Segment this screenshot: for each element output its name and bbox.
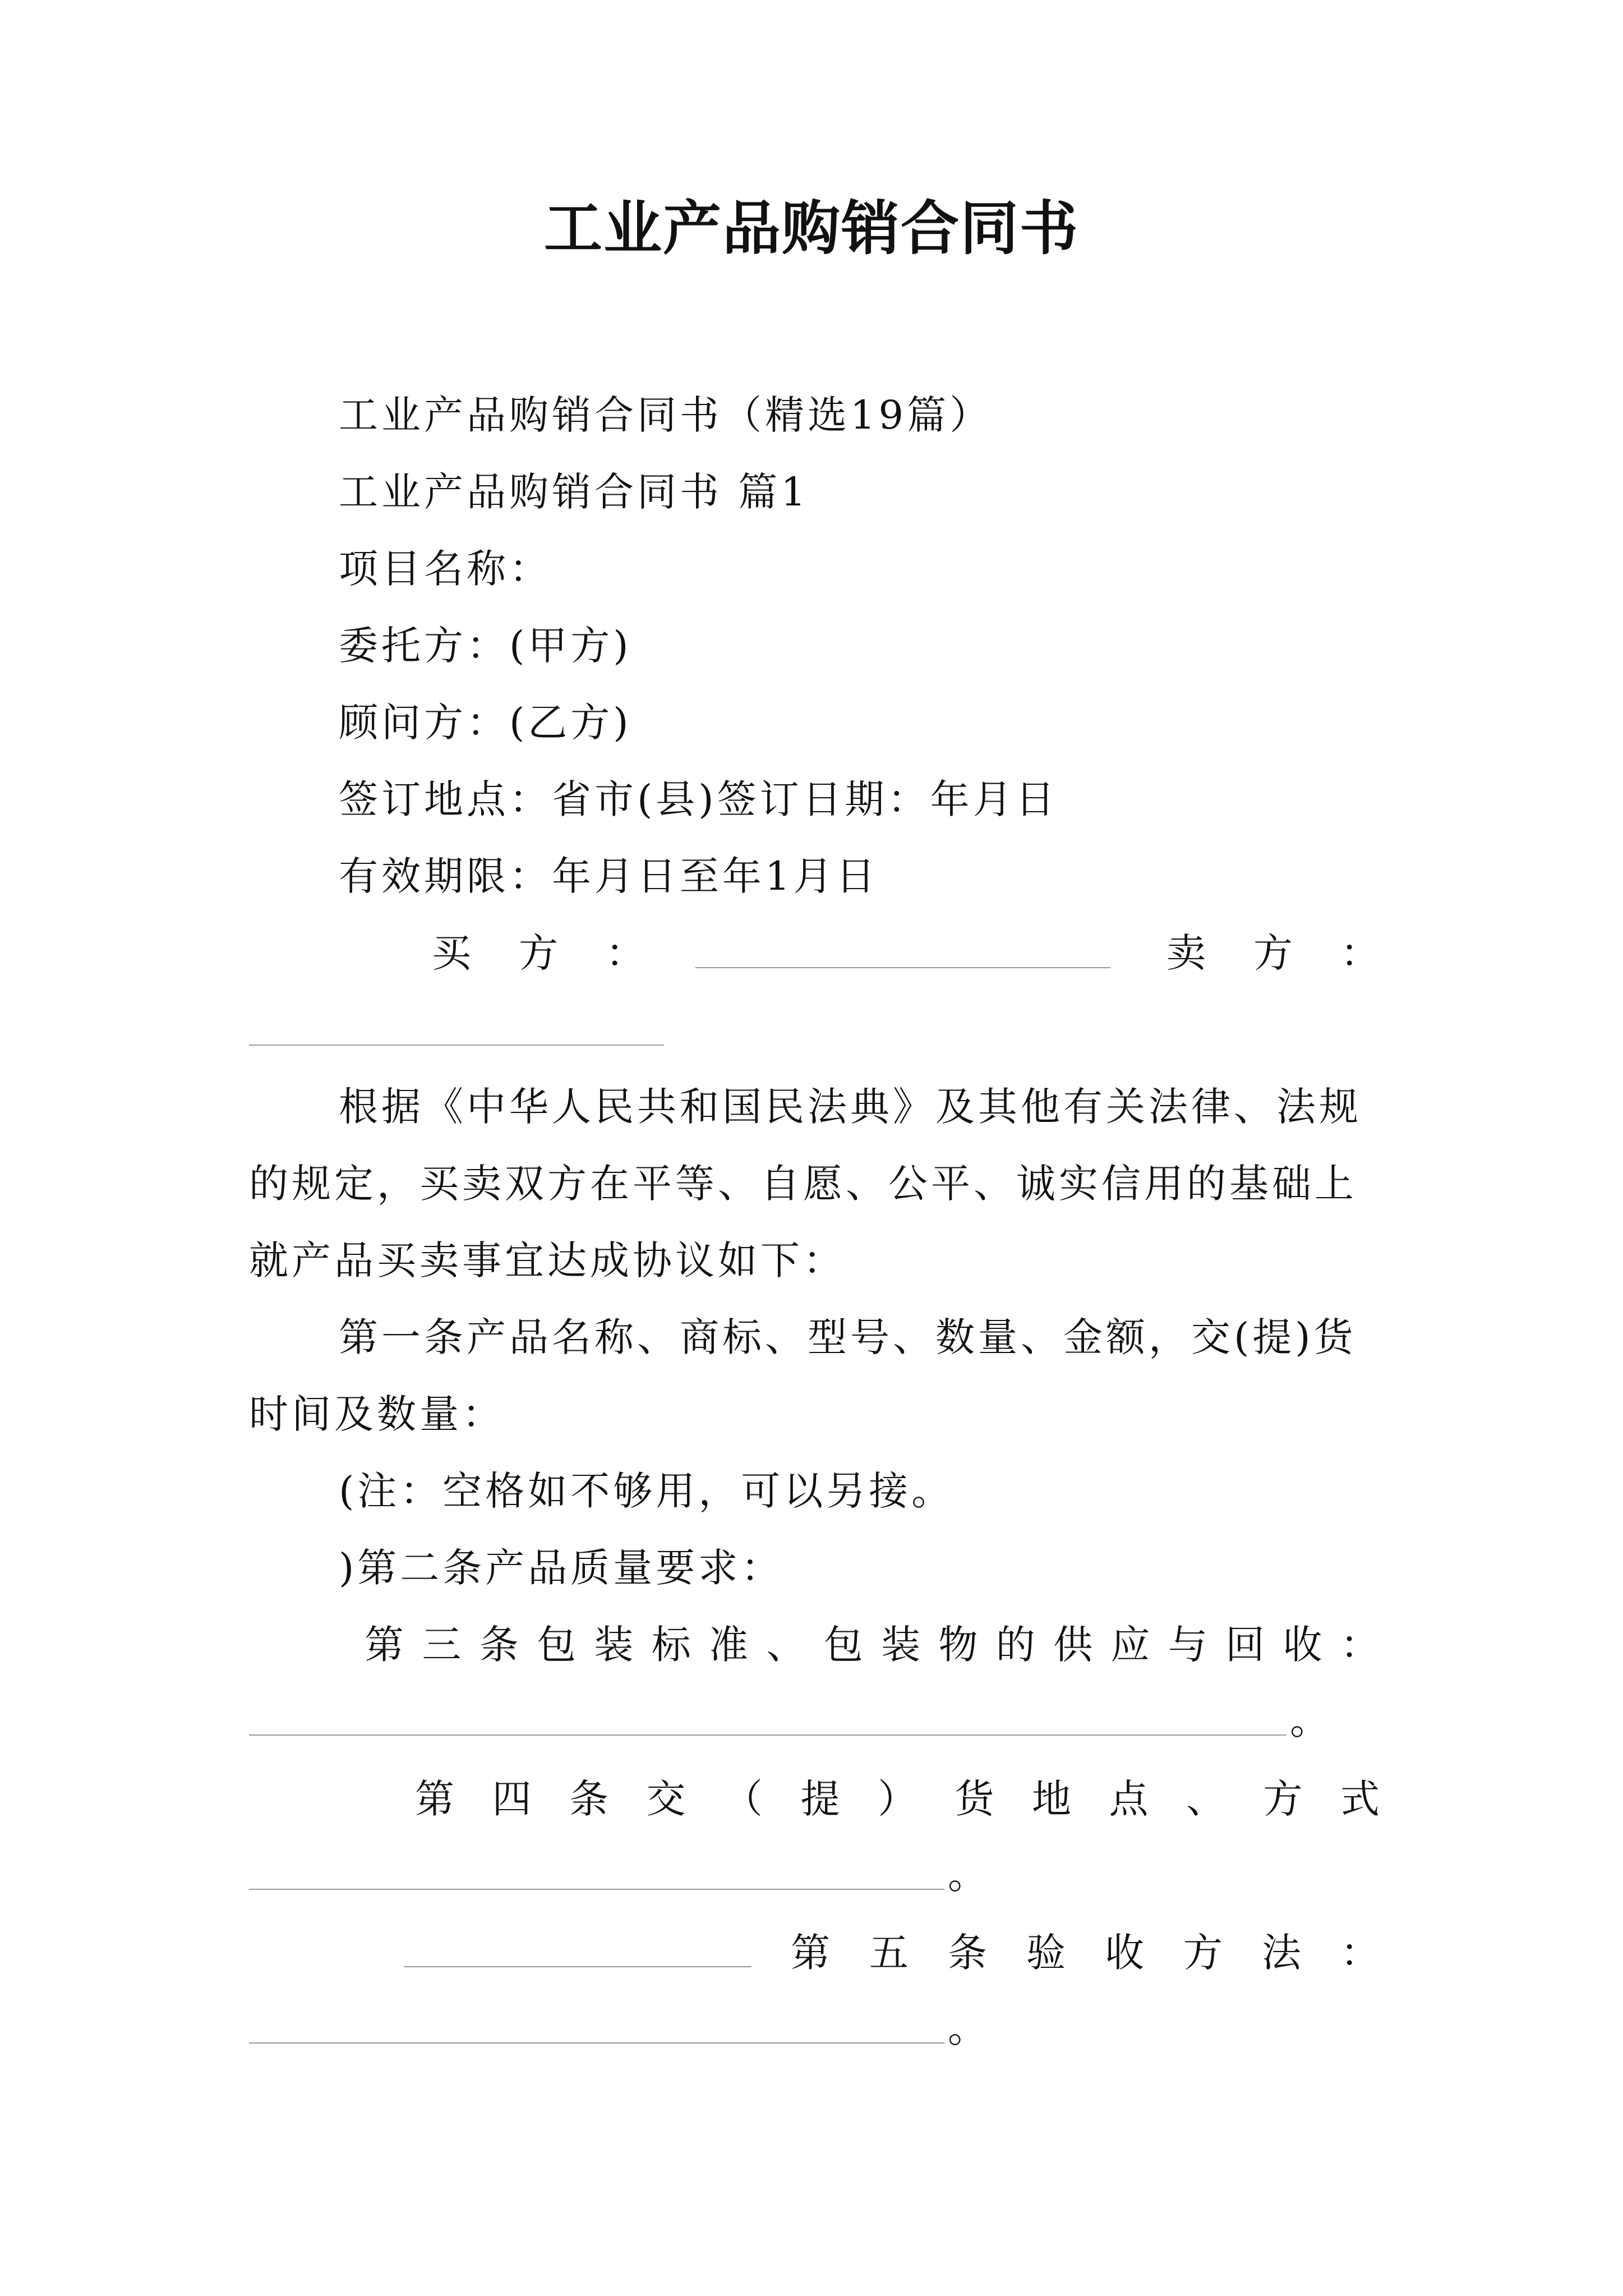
article-5-char: 五	[869, 1930, 909, 1976]
article-4-char: ）	[878, 1776, 917, 1822]
article-5-char: 法	[1262, 1930, 1301, 1976]
parties-char: 方	[519, 930, 558, 976]
article-3-underline	[249, 1734, 1287, 1736]
article-3-char: 回	[1225, 1622, 1265, 1668]
article-heading: 工业产品购销合同书 篇1	[339, 469, 809, 515]
article-3-char: 条	[479, 1622, 519, 1668]
article-3-char: 标	[651, 1622, 691, 1668]
article-4-char: 方	[1263, 1776, 1303, 1822]
signing-line: 签订地点：省市(县)签订日期：年月日	[339, 776, 1058, 822]
article-5-char: 条	[948, 1930, 987, 1976]
article-3-char: 第	[365, 1622, 404, 1668]
article-4-line	[415, 1776, 1380, 1822]
article-5-leading-underline	[404, 1966, 751, 1967]
validity-line: 有效期限：年月日至年1月日	[339, 853, 879, 899]
article-4-char: 、	[1186, 1776, 1225, 1822]
client-line: 委托方：(甲方)	[339, 623, 632, 669]
article-1-line-2: 时间及数量：	[249, 1391, 505, 1437]
parties-char: 买	[432, 930, 471, 976]
paragraph-1-line-2: 的规定，买卖双方在平等、自愿、公平、诚实信用的基础上	[249, 1161, 1357, 1207]
article-3-char: 收	[1283, 1622, 1322, 1668]
article-4-char: （	[723, 1776, 763, 1822]
article-3-char: 、	[766, 1622, 806, 1668]
article-4-char: 式	[1340, 1776, 1380, 1822]
article-4-char: 点	[1109, 1776, 1149, 1822]
article-3-char: 包	[537, 1622, 577, 1668]
article-5-underline	[249, 2042, 944, 2044]
article-5-char: 第	[791, 1930, 830, 1976]
parties-char: ：	[1340, 930, 1380, 976]
article-3-char: 与	[1168, 1622, 1207, 1668]
project-name-line: 项目名称：	[339, 546, 552, 592]
parties-char: ：	[606, 930, 645, 976]
article-4-char: 提	[800, 1776, 840, 1822]
article-3-char: 的	[995, 1622, 1035, 1668]
article-2-line: )第二条产品质量要求：	[339, 1545, 784, 1591]
article-5-char: 方	[1183, 1930, 1223, 1976]
article-3-char: 装	[881, 1622, 921, 1668]
article-3-char: 包	[823, 1622, 863, 1668]
article-3-char: 应	[1110, 1622, 1150, 1668]
paragraph-1-line-3: 就产品买卖事宜达成协议如下：	[249, 1237, 846, 1283]
article-3-char: 物	[938, 1622, 978, 1668]
consultant-line: 顾问方：(乙方)	[339, 700, 632, 746]
document-subtitle: 工业产品购销合同书（精选19篇）	[339, 392, 993, 438]
article-5-period: 。	[948, 2005, 987, 2051]
article-5-char: 验	[1026, 1930, 1066, 1976]
article-3-char: 供	[1053, 1622, 1093, 1668]
article-4-char: 地	[1032, 1776, 1071, 1822]
article-1-line-1: 第一条产品名称、商标、型号、数量、金额，交(提)货	[339, 1314, 1357, 1360]
article-4-char: 条	[569, 1776, 608, 1822]
article-5-line	[791, 1930, 1380, 1976]
article-4-char: 货	[955, 1776, 994, 1822]
article-3-line	[365, 1622, 1380, 1668]
article-4-char: 交	[646, 1776, 686, 1822]
article-3-char: 准	[709, 1622, 749, 1668]
article-4-char: 四	[492, 1776, 532, 1822]
document-title: 工业产品购销合同书	[543, 194, 1079, 263]
parties-char: 卖	[1166, 930, 1206, 976]
article-4-char: 第	[415, 1776, 454, 1822]
buyer-underline	[695, 967, 1110, 968]
seller-underline	[249, 1045, 664, 1046]
article-3-char: ：	[1340, 1622, 1380, 1668]
article-3-char: 装	[594, 1622, 634, 1668]
article-3-char: 三	[422, 1622, 462, 1668]
article-5-char: 收	[1105, 1930, 1144, 1976]
article-5-char: ：	[1340, 1930, 1380, 1976]
article-4-underline	[249, 1889, 944, 1890]
article-3-period: 。	[1290, 1697, 1329, 1743]
note-line: (注：空格如不够用，可以另接。	[339, 1468, 955, 1514]
article-4-period: 。	[948, 1852, 987, 1898]
parties-char: 方	[1253, 930, 1293, 976]
paragraph-1-line-1: 根据《中华人民共和国民法典》及其他有关法律、法规	[339, 1084, 1362, 1130]
